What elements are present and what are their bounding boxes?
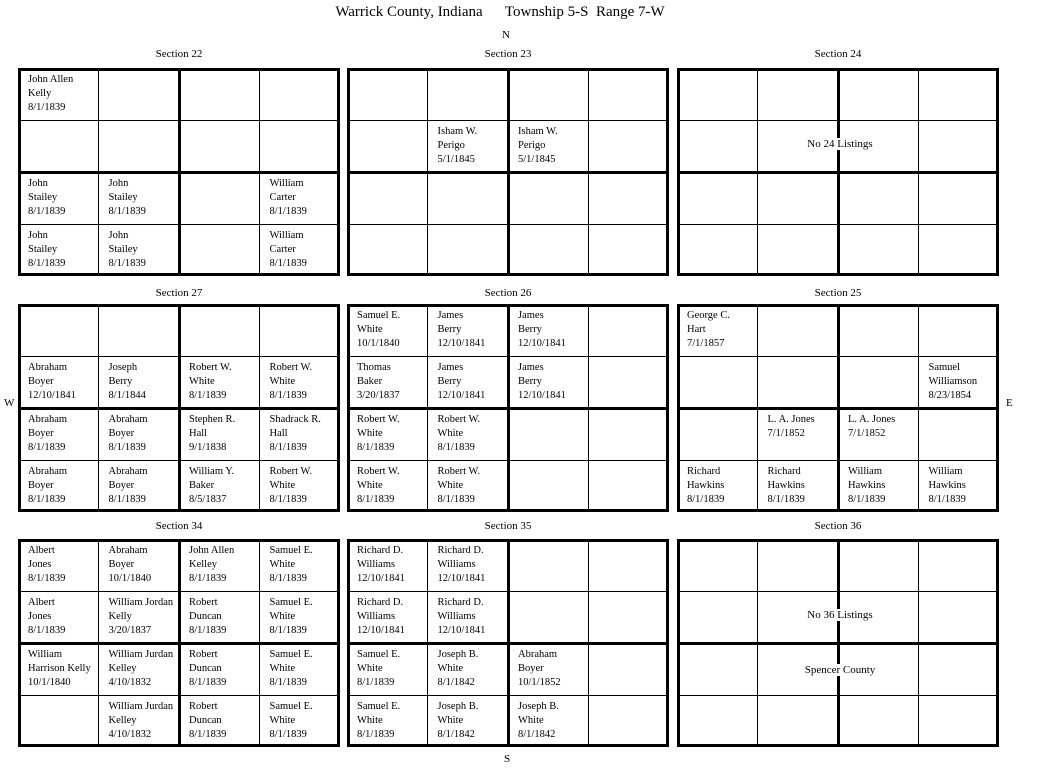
land-entry: Samuel E. White 8/1/1839 <box>357 701 401 740</box>
land-entry: William Hawkins 8/1/1839 <box>848 466 886 505</box>
grid-line <box>677 695 999 696</box>
section-label: Section 35 <box>484 520 532 532</box>
page-title: Warrick County, Indiana Township 5-S Range 7-W <box>335 4 665 20</box>
land-entry: James Berry 12/10/1841 <box>518 310 566 349</box>
land-entry: Richard D. Williams 12/10/1841 <box>357 545 405 584</box>
section-label: Section 36 <box>814 520 862 532</box>
land-entry: John Allen Kelley 8/1/1839 <box>189 545 235 584</box>
land-entry: Albert Jones 8/1/1839 <box>28 597 66 636</box>
land-entry: Richard D. Williams 12/10/1841 <box>357 597 405 636</box>
land-entry: Samuel Williamson 8/23/1854 <box>928 362 978 401</box>
no-listings-note: No 24 Listings <box>778 138 902 150</box>
land-entry: Joseph Berry 8/1/1844 <box>108 362 146 401</box>
land-entry: Abraham Boyer 8/1/1839 <box>28 414 68 453</box>
land-entry: William Hawkins 8/1/1839 <box>928 466 966 505</box>
grid-line <box>18 171 340 174</box>
grid-line <box>347 591 669 592</box>
land-entry: Samuel E. White 8/1/1839 <box>269 701 313 740</box>
land-entry: John Stailey 8/1/1839 <box>108 230 146 269</box>
grid-line <box>347 120 669 121</box>
land-entry: Stephen R. Hall 9/1/1838 <box>189 414 236 453</box>
grid-line <box>677 120 999 121</box>
grid-line <box>347 224 669 225</box>
section-label: Section 23 <box>484 48 532 60</box>
grid-line <box>677 356 999 357</box>
land-entry: William Jurdan Kelley 4/10/1832 <box>108 701 174 740</box>
land-entry: John Allen Kelly 8/1/1839 <box>28 74 74 113</box>
grid-line <box>18 407 340 410</box>
land-entry: Robert W. White 8/1/1839 <box>269 466 313 505</box>
land-entry: William Jurdan Kelley 4/10/1832 <box>108 649 174 688</box>
section-label: Section 34 <box>155 520 203 532</box>
land-entry: Joseph B. White 8/1/1842 <box>518 701 559 740</box>
land-entry: Richard Hawkins 8/1/1839 <box>767 466 805 505</box>
grid-line <box>347 407 669 410</box>
section-label: Section 24 <box>814 48 862 60</box>
grid-line <box>347 460 669 461</box>
land-entry: Abraham Boyer 12/10/1841 <box>28 362 76 401</box>
land-entry: L. A. Jones 7/1/1852 <box>848 414 896 439</box>
compass-north-label: N <box>502 29 510 41</box>
section-label: Section 25 <box>814 287 862 299</box>
compass-west-label: W <box>4 397 15 409</box>
grid-line <box>18 460 340 461</box>
land-entry: Joseph B. White 8/1/1842 <box>437 701 479 740</box>
grid-line <box>347 695 669 696</box>
land-entry: George C. Hart 7/1/1857 <box>687 310 730 349</box>
land-entry: Abraham Boyer 10/1/1840 <box>108 545 152 584</box>
land-entry: Samuel E. White 8/1/1839 <box>357 649 401 688</box>
land-entry: Robert Duncan 8/1/1839 <box>189 701 227 740</box>
land-entry: L. A. Jones 7/1/1852 <box>767 414 815 439</box>
grid-line <box>677 407 999 410</box>
land-entry: Richard D. Williams 12/10/1841 <box>437 597 486 636</box>
grid-line <box>18 356 340 357</box>
grid-line <box>18 642 340 645</box>
land-entry: Samuel E. White 10/1/1840 <box>357 310 401 349</box>
land-entry: John Stailey 8/1/1839 <box>28 178 66 217</box>
land-entry: William Carter 8/1/1839 <box>269 178 307 217</box>
land-entry: Richard D. Williams 12/10/1841 <box>437 545 486 584</box>
land-entry: Isham W. Perigo 5/1/1845 <box>437 126 478 165</box>
section-label: Section 27 <box>155 287 203 299</box>
grid-line <box>677 171 999 174</box>
land-entry: John Stailey 8/1/1839 <box>108 178 146 217</box>
grid-line <box>18 224 340 225</box>
land-entry: Samuel E. White 8/1/1839 <box>269 545 313 584</box>
grid-line <box>18 120 340 121</box>
land-entry: Robert W. White 8/1/1839 <box>437 466 481 505</box>
grid-line <box>677 224 999 225</box>
land-entry: William Harrison Kelly 10/1/1840 <box>28 649 91 688</box>
land-entry: Joseph B. White 8/1/1842 <box>437 649 479 688</box>
land-entry: John Stailey 8/1/1839 <box>28 230 66 269</box>
land-entry: Robert W. White 8/1/1839 <box>269 362 313 401</box>
section-label: Section 22 <box>155 48 203 60</box>
grid-line <box>677 460 999 461</box>
land-entry: Abraham Boyer 8/1/1839 <box>28 466 68 505</box>
land-entry: William Y. Baker 8/5/1837 <box>189 466 235 505</box>
grid-line <box>347 356 669 357</box>
land-entry: Abraham Boyer 8/1/1839 <box>108 414 148 453</box>
land-entry: Robert W. White 8/1/1839 <box>357 414 400 453</box>
compass-south-label: S <box>504 753 511 765</box>
grid-line <box>18 591 340 592</box>
land-entry: Abraham Boyer 8/1/1839 <box>108 466 148 505</box>
no-listings-note: No 36 Listings <box>778 609 902 621</box>
land-entry: William Jordan Kelly 3/20/1837 <box>108 597 174 636</box>
land-entry: Thomas Baker 3/20/1837 <box>357 362 400 401</box>
grid-line <box>677 591 999 592</box>
grid-line <box>347 642 669 645</box>
land-entry: Robert W. White 8/1/1839 <box>437 414 481 453</box>
land-entry: Isham W. Perigo 5/1/1845 <box>518 126 558 165</box>
land-entry: Abraham Boyer 10/1/1852 <box>518 649 561 688</box>
grid-line <box>677 642 999 645</box>
land-entry: Richard Hawkins 8/1/1839 <box>687 466 725 505</box>
land-entry: James Berry 12/10/1841 <box>437 362 486 401</box>
land-entry: Samuel E. White 8/1/1839 <box>269 597 313 636</box>
section-label: Section 26 <box>484 287 532 299</box>
compass-east-label: E <box>1006 397 1013 409</box>
land-entry: Shadrack R. Hall 8/1/1839 <box>269 414 321 453</box>
land-entry: Robert W. White 8/1/1839 <box>189 362 232 401</box>
grid-line <box>347 171 669 174</box>
land-entry: Robert Duncan 8/1/1839 <box>189 597 227 636</box>
land-entry: Robert W. White 8/1/1839 <box>357 466 400 505</box>
land-entry: James Berry 12/10/1841 <box>518 362 566 401</box>
grid-line <box>18 695 340 696</box>
land-entry: James Berry 12/10/1841 <box>437 310 486 349</box>
land-entry: Samuel E. White 8/1/1839 <box>269 649 313 688</box>
land-entry: Albert Jones 8/1/1839 <box>28 545 66 584</box>
county-note: Spencer County <box>778 664 902 676</box>
land-entry: William Carter 8/1/1839 <box>269 230 307 269</box>
land-entry: Robert Duncan 8/1/1839 <box>189 649 227 688</box>
